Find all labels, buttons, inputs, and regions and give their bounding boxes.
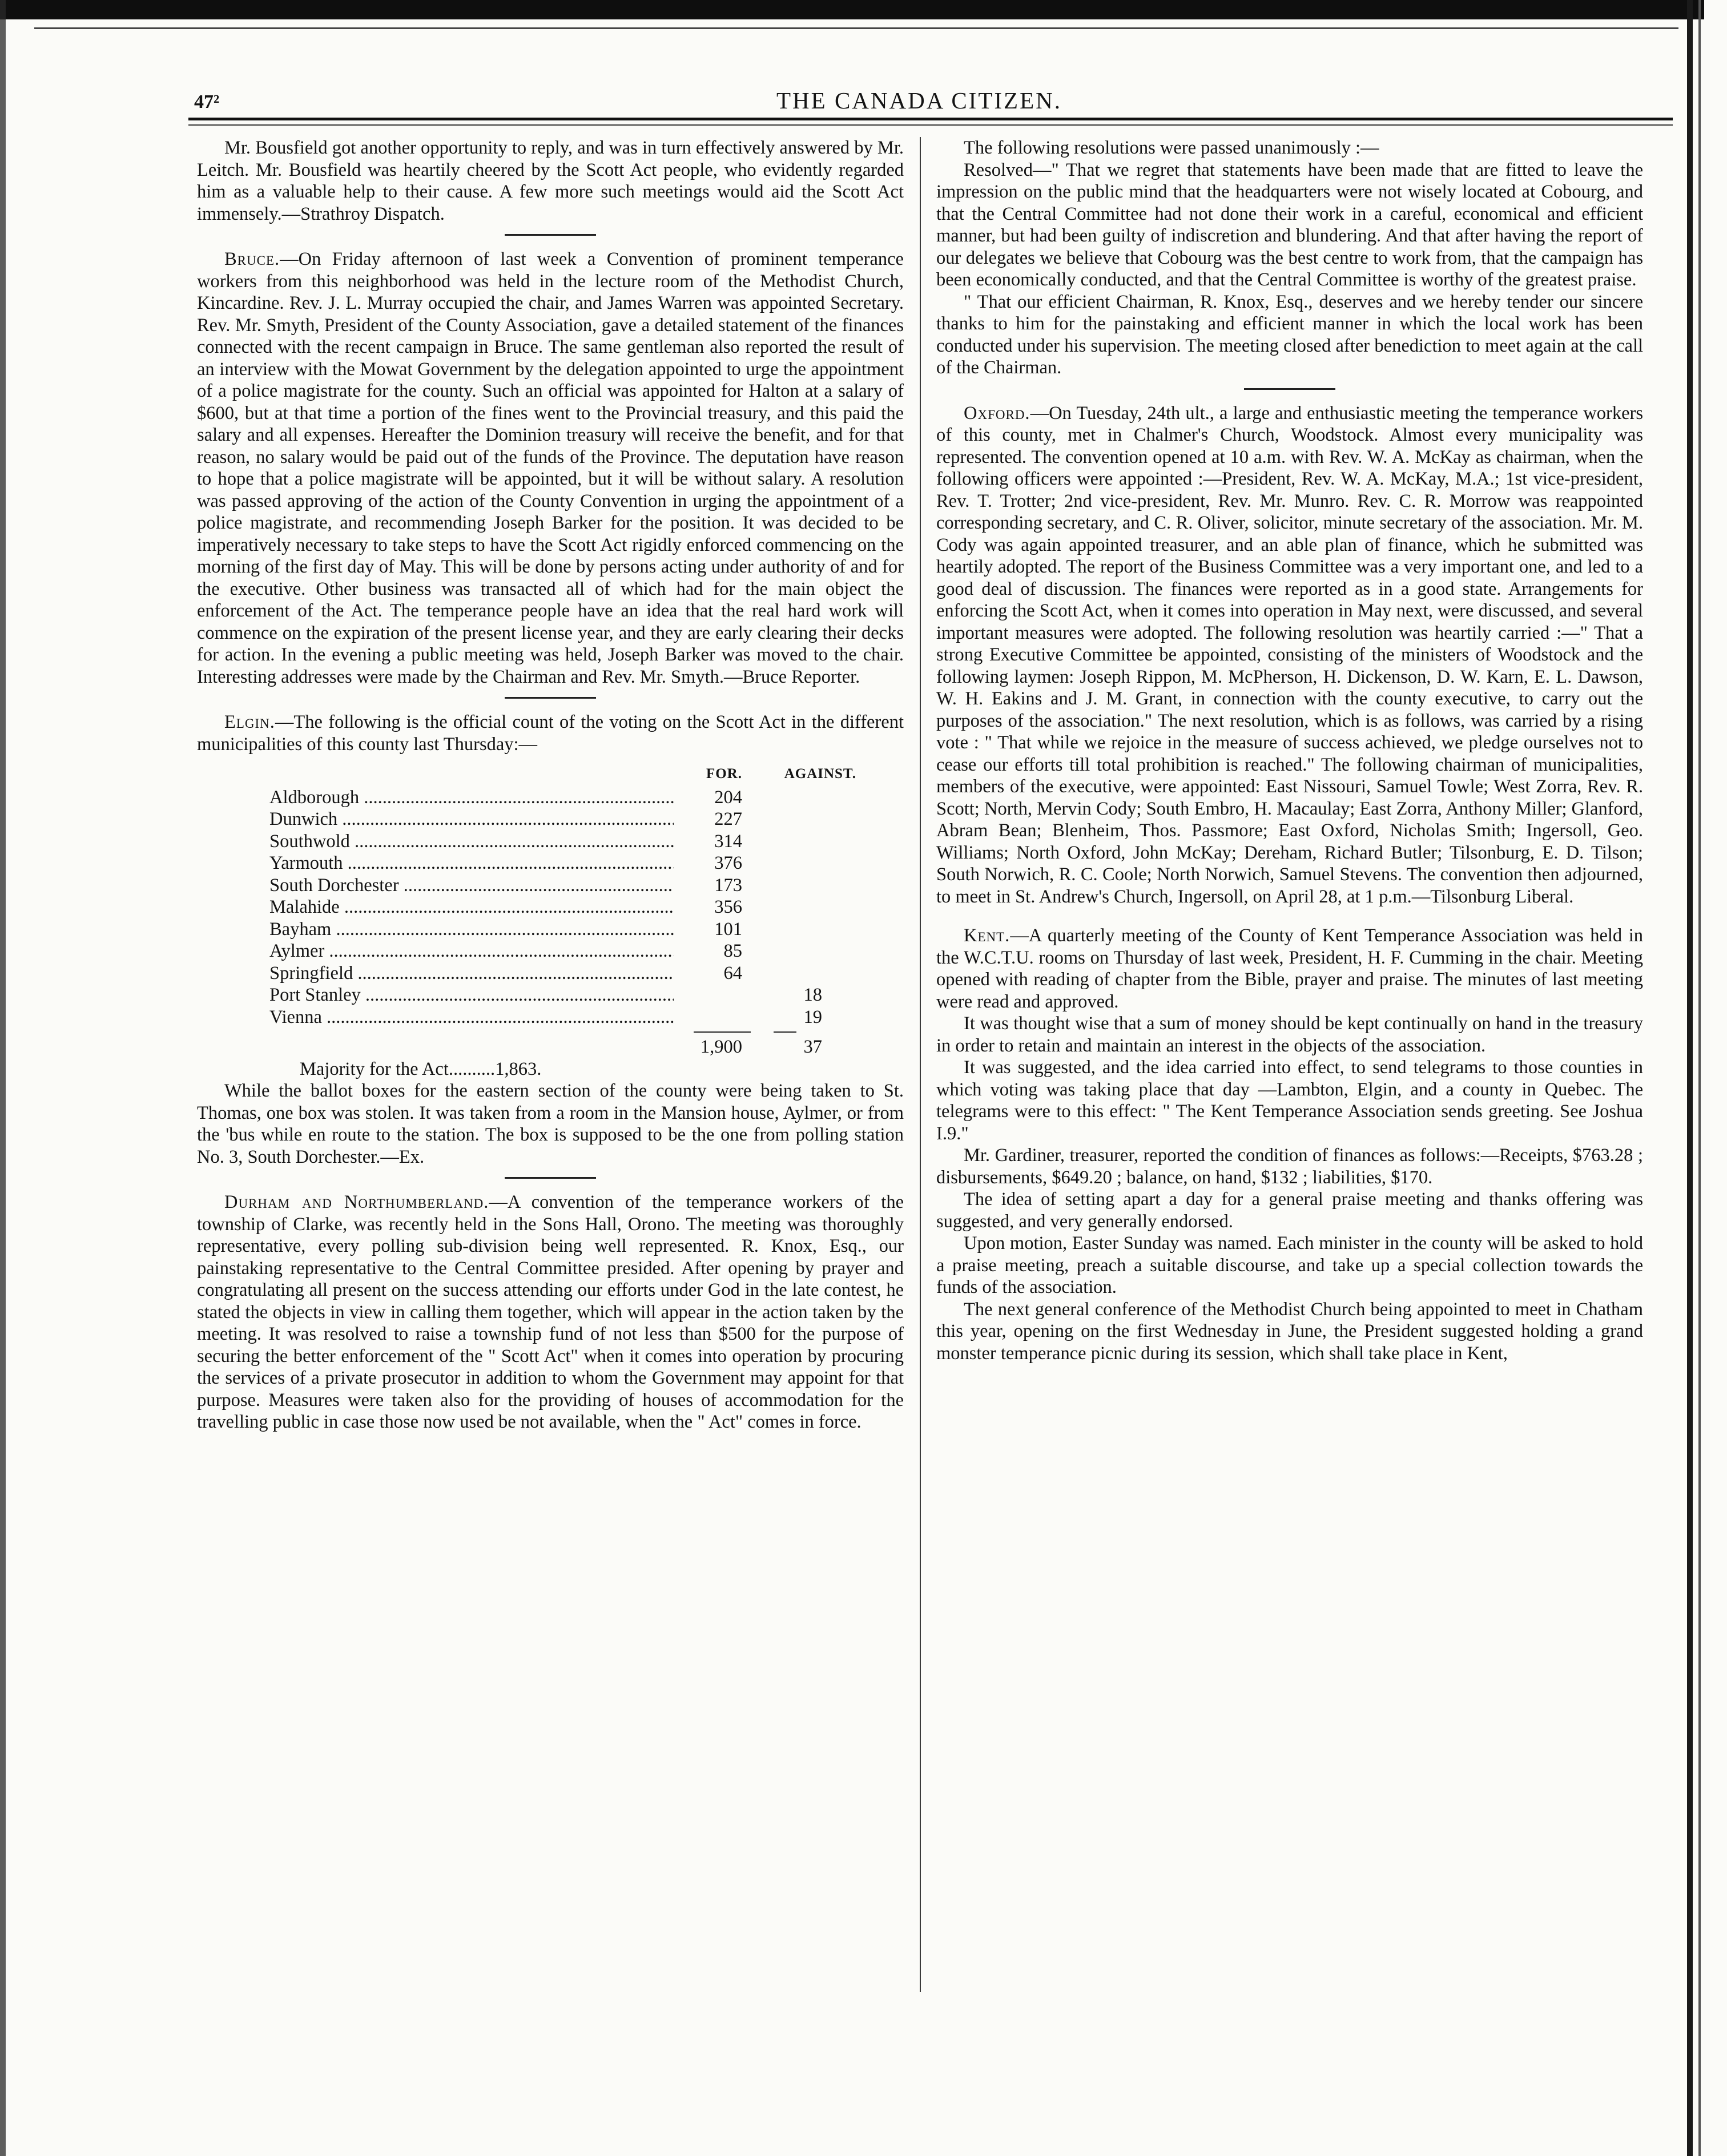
- vote-total-row: [197, 1036, 904, 1058]
- right-border-thin: [1698, 0, 1701, 2156]
- elgin-body: —The following is the official count of the voting on the Scott Act in the different municipalities of this county last Thursday:—: [197, 712, 904, 755]
- section-separator: [505, 234, 596, 236]
- resolutions-intro: The following resolutions were passed unanimously :—: [964, 138, 1379, 158]
- votes-against: [742, 962, 822, 985]
- elgin-heading: Elgin.: [224, 712, 275, 732]
- left-binding-edge: [0, 0, 6, 2156]
- kent-paragraph-3: It was suggested, and the idea carried into effect, to send telegrams to those counties in which voting was taking place that day —Lambton, Elgin, and a county in Quebec. The telegrams were to this effect: " The Kent Temperance Association sends greeting. See Joshua I.9.": [936, 1057, 1643, 1144]
- vote-row: [197, 875, 904, 897]
- kent-paragraph-6: Upon motion, Easter Sunday was named. Each minister in the county will be asked to hold a praise meeting, preach a suitable discourse, and take up a special collection towards the funds of the association.: [936, 1233, 1643, 1297]
- vote-table: [197, 763, 904, 1080]
- votes-against: 18: [803, 985, 822, 1005]
- votes-for: 64: [723, 962, 742, 984]
- kent-paragraph-2: It was thought wise that a sum of money should be kept continually on hand in the treasury in order to retain and maintain an interest in the objects of the association.: [936, 1013, 1643, 1056]
- top-border: [0, 0, 1704, 19]
- votes-for: 204: [714, 787, 742, 808]
- running-title: THE CANADA CITIZEN.: [776, 87, 1062, 114]
- votes-for: 356: [714, 897, 742, 917]
- section-separator: [1244, 388, 1335, 390]
- total-against: 37: [803, 1037, 822, 1057]
- votes-for: [674, 984, 742, 1006]
- intro-paragraph: Mr. Bousfield got another opportunity to reply, and was in turn effectively answered by Mr. Leitch. Mr. Bousfield was heartily cheered by the Scott Act people, who evidently regarded him as a valuable help to their cause. A few more such meetings would aid the Scott Act immensely.—Strathroy Dispatch.: [197, 138, 904, 224]
- bruce-article: [197, 248, 904, 688]
- vote-row: [197, 896, 904, 918]
- kent-heading: Kent.: [964, 925, 1011, 946]
- kent-body: —A quarterly meeting of the County of Kent Temperance Association was held in the W.C.T.U. rooms on Thursday of last week, President, H. F. Cumming in the chair. Meeting opened with reading of chapter from the Bible, prayer and praise. The minutes of last meeting were read and approved.: [936, 925, 1643, 1012]
- left-column: [197, 137, 904, 2009]
- votes-against: [742, 875, 822, 897]
- votes-against: [742, 852, 822, 875]
- votes-against: [742, 787, 822, 809]
- right-border: [1687, 0, 1693, 2156]
- votes-for: 314: [714, 831, 742, 852]
- vote-row: [197, 940, 904, 962]
- resolution-2: " That our efficient Chairman, R. Knox, Esq., deserves and we hereby tender our sincere thanks to him for the painstaking and efficient manner in which the local work has been conducted under his supervision. The meeting closed after benediction to meet again at the call of the Chairman.: [936, 291, 1643, 378]
- durham-body: —A convention of the temperance workers of the township of Clarke, was recently held in the Sons Hall, Orono. The meeting was thoroughly representative, every polling sub-division being well represented. R. Knox, Esq., our painstaking representative to the Central Committee presided. After opening by prayer and congratulating all present on the success attending our efforts under God in the late contest, he stated the objects in view in calling them together, which will appear in the action taken by the meeting. It was resolved to raise a township fund of not less than $500 for the purpose of securing the better enforcement of the " Scott Act" when it comes into operation by procuring the services of a private prosecutor in addition to whom the Government may appoint for that purpose. Measures were taken also for the providing of houses of accommodation for the travelling public in case those now used be not available, when the " Act" comes in force.: [197, 1192, 904, 1432]
- vote-row: [197, 984, 904, 1006]
- durham-heading: Durham and Northumberland.: [224, 1192, 489, 1212]
- municipality-name: Dunwich .....: [197, 808, 674, 831]
- municipality-name: South Dorchester .....: [197, 875, 674, 897]
- section-separator: [505, 697, 596, 699]
- kent-paragraph-7: The next general conference of the Methodist Church being appointed to meet in Chatham this year, opening on the first Wednesday in June, the President suggested holding a grand monster temperance picnic during its session, which shall take place in Kent,: [936, 1299, 1643, 1364]
- right-column: [936, 137, 1643, 2009]
- votes-against: [742, 808, 822, 831]
- top-rule: [34, 27, 1678, 29]
- bruce-heading: Bruce.: [224, 249, 280, 269]
- vote-row: [197, 831, 904, 853]
- against-column-header: AGAINST.: [784, 766, 856, 781]
- votes-for: 85: [723, 941, 742, 961]
- vote-row: [197, 918, 904, 941]
- votes-for: 173: [714, 875, 742, 896]
- municipality-name: Yarmouth .....: [197, 852, 674, 875]
- section-separator: [505, 1177, 596, 1179]
- oxford-body: —On Tuesday, 24th ult., a large and enthusiastic meeting the temperance workers of this county, met in Chalmer's Church, Woodstock. Almost every municipality was represented. The convention opened at 10 a.m. with Rev. W. A. McKay as chairman, when the following officers were appointed :—President, Rev. W. A. McKay, M.A.; 1st vice-president, Rev. T. Trotter; 2nd vice-president, Rev. Mr. Munro. Rev. C. R. Morrow was reappointed corresponding secretary, and C. R. Oliver, solicitor, minute secretary of the association. Mr. M. Cody was again appointed treasurer, and an able plan of finance, which he submitted was heartily adopted. The report of the Business Committee was a very important one, and led to a good deal of discussion. The finances were reported as in a good state. Arrangements for enforcing the Scott Act, when it comes into operation in May next, were discussed, and several important measures were adopted. The following resolution was heartily carried :—" That a strong Executive Committee be appointed, consisting of the ministers of Woodstock and the following laymen: Joseph Rippon, M. McPherson, H. Dickenson, D. W. Karn, E. L. Dawson, W. H. Eakins and J. M. Grant, in connection with the county executive, to carry out the purposes of the association." The next resolution, which is as follows, was carried by a rising vote : " That while we rejoice in the measure of success achieved, we pledge ourselves not to cease our efforts till total prohibition is reached." The following chairman of municipalities, members of the executive, were appointed: East Nissouri, Samuel Towle; West Zorra, Rev. R. Scott; North, Mervin Cody; South Embro, H. Macaulay; East Zorra, Anthony Miller; Glanford, Abram Bean; Blenheim, Thos. Passmore; East Oxford, Nicholas Smith; Ingersoll, Geo. Williams; North Oxford, John McKay; Dereham, Richard Butler; Tilsonburg, E. D. Tilson; South Norwich, R. C. Coole; North Norwich, Samuel Stevens. The convention then adjourned, to meet in St. Andrew's Church, Ingersoll, on April 28, at 1 p.m.—Tilsonburg Liberal.: [936, 402, 1643, 907]
- municipality-name: Port Stanley .....: [197, 984, 674, 1006]
- resolution-1: Resolved—" That we regret that statements have been made that are fitted to leave the impression on the public mind that the headquarters were not wisely located at Cobourg, and that the Central Committee had not done their work in a careful, economical and efficient manner, but had been guilty of indiscretion and blundering. And that after having the report of our delegates we believe that Cobourg was the best centre to work from, that the campaign has been economically conducted, and that the Central Committee is worthy of the greatest praise.: [936, 159, 1643, 290]
- total-rule: [197, 1028, 904, 1036]
- municipality-name: Aylmer .....: [197, 940, 674, 962]
- municipality-name: Southwold .....: [197, 831, 674, 853]
- votes-for: [674, 1006, 742, 1029]
- votes-for: 376: [714, 853, 742, 873]
- municipality-name: Aldborough .....: [197, 787, 674, 809]
- kent-article: [936, 925, 1643, 1013]
- vote-row: [197, 852, 904, 875]
- vote-table-header: [197, 763, 904, 785]
- municipality-name: Malahide .....: [197, 896, 674, 918]
- vote-row: [197, 1006, 904, 1029]
- votes-against: [742, 831, 822, 853]
- kent-paragraph-4: Mr. Gardiner, treasurer, reported the condition of finances as follows:—Receipts, $763.28 ; disbursements, $649.20 ; balance, on hand, $132 ; liabilities, $170.: [936, 1145, 1643, 1188]
- oxford-heading: Oxford.: [964, 402, 1030, 424]
- majority-line: Majority for the Act..........1,863.: [300, 1058, 542, 1079]
- total-for: 1,900: [700, 1037, 742, 1057]
- votes-for: 227: [714, 809, 742, 829]
- header-rule-thin: [188, 124, 1673, 126]
- for-column-header: FOR.: [706, 766, 742, 781]
- municipality-name: Springfield .....: [197, 962, 674, 985]
- elgin-stolen-box: While the ballot boxes for the eastern section of the county were being taken to St. Thomas, one box was stolen. It was taken from a room in the Mansion house, Aylmer, or from the 'bus while en route to the station. The box is supposed to be the one from polling station No. 3, South Dorchester.—Ex.: [197, 1081, 904, 1167]
- page-number: 47²: [194, 91, 220, 112]
- votes-against: [742, 918, 822, 941]
- votes-for: 101: [714, 918, 742, 940]
- column-divider: [920, 137, 921, 1992]
- municipality-name: Vienna .....: [197, 1006, 674, 1029]
- bruce-body: —On Friday afternoon of last week a Convention of prominent temperance workers from this neighborhood was held in the lecture room of the Methodist Church, Kincardine. Rev. J. L. Murray occupied the chair, and James Warren was appointed Secretary. Rev. Mr. Smyth, President of the County Association, gave a detailed statement of the finances connected with the recent campaign in Bruce. The same gentleman also reported the result of an interview with the Mowat Government by the delegation appointed to urge the appointment of a police magistrate for the county. Such an official was appointed for Halton at a salary of $600, but at that time a portion of the fines went to the Provincial treasury, and this paid the salary and all expenses. Hereafter the Dominion treasury will receive the benefit, and for that reason, no salary would be paid out of the funds of the Province. The deputation have reason to hope that a police magistrate will be appointed, but it will be without salary. A resolution was passed approving of the action of the County Convention in urging the appointment of a police magistrate, and recommending Joseph Barker for the position. It was decided to be imperatively necessary to take steps to have the Scott Act rigidly enforced commencing on the morning of the first day of May. This will be done by persons acting under authority of and for the executive. Other business was transacted all of which had for the main object the enforcement of the Act. The temperance people have an idea that the real hard work will commence on the expiration of the present license year, and they are early clearing their decks for action. In the evening a public meeting was held, Joseph Barker was moved to the chair. Interesting addresses were made by the Chairman and Rev. Mr. Smyth.—Bruce Reporter.: [197, 249, 904, 687]
- vote-row: [197, 787, 904, 809]
- votes-against: [742, 896, 822, 918]
- elgin-article: [197, 711, 904, 755]
- vote-row: [197, 808, 904, 831]
- votes-against: [742, 940, 822, 962]
- header-rule: [188, 118, 1673, 120]
- kent-paragraph-5: The idea of setting apart a day for a general praise meeting and thanks offering was suggested, and very generally endorsed.: [936, 1189, 1643, 1232]
- oxford-article: [936, 402, 1643, 908]
- durham-article: [197, 1191, 904, 1433]
- vote-row: [197, 962, 904, 985]
- votes-against: 19: [803, 1006, 822, 1027]
- vote-rows: [197, 787, 904, 1029]
- municipality-name: Bayham .....: [197, 918, 674, 941]
